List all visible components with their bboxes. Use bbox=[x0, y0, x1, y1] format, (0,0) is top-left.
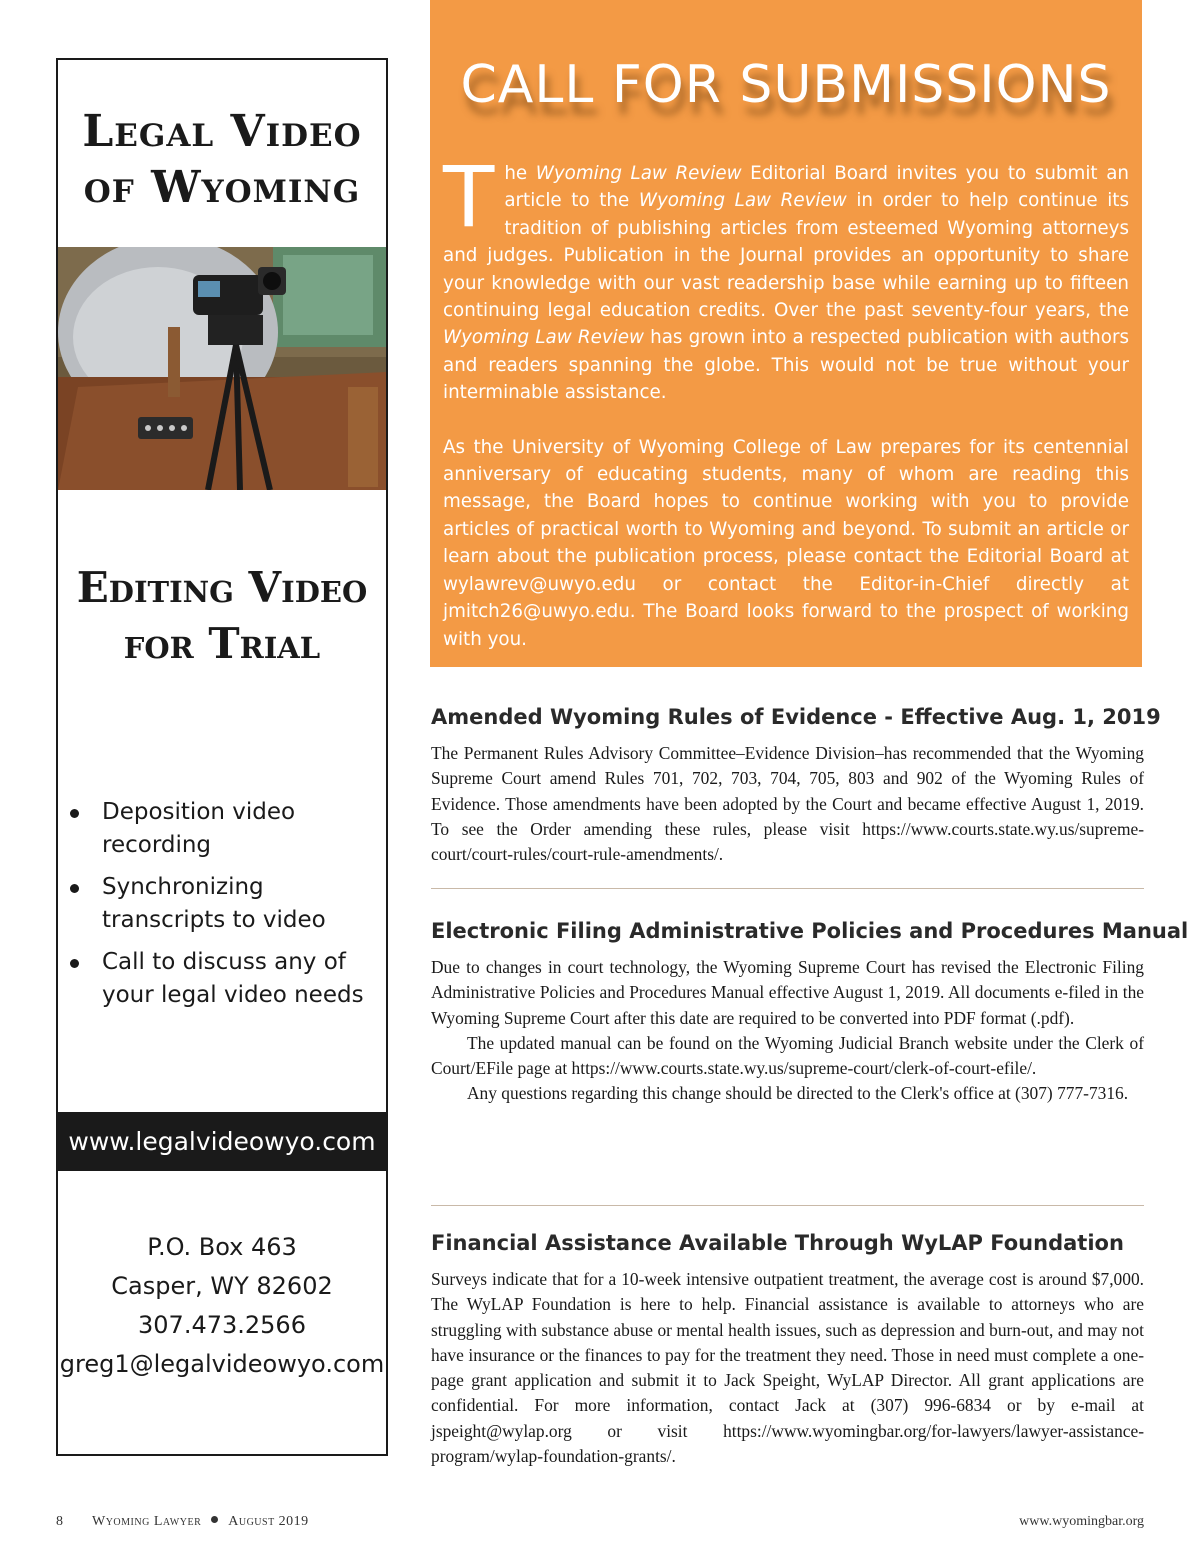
article-paragraph: Surveys indicate that for a 10-week intensive outpatient treatment, the average cost is around $7,000. The WyLAP Foundation is here to help. Financial assistance is available to attorneys who are struggling with substance abuse or mental health issues, such as depression and burn-out, and may not have insurance or the finances to pay for the treatment they need. Those in need must complete a one-page grant application and submit it to Jack Speight, WyLAP Director. All grant applications are confidential. For more information, contact Jack at (307) 996-6834 or by e-mail at jspeight@wylap.org or visit https://www.wyomingbar.org/for-lawyers/lawyer-assistance-program/wylap-foundation-grants/. bbox=[431, 1269, 1144, 1467]
call-paragraph-1 bbox=[443, 148, 1129, 407]
section-divider bbox=[431, 888, 1144, 889]
article-heading: Financial Assistance Available Through WyLAP Foundation bbox=[431, 1231, 1124, 1255]
section-divider bbox=[431, 1205, 1144, 1206]
article-paragraph: Due to changes in court technology, the Wyoming Supreme Court has revised the Electronic Filing Administrative Policies and Procedures Manual effective August 1, 2019. All documents e-filed in the Wyoming Supreme Court after this date are required to be converted into PDF format (.pdf). bbox=[431, 957, 1144, 1028]
camera-tripod-illustration bbox=[58, 247, 386, 490]
article-paragraph: Any questions regarding this change should be directed to the Clerk's office at (307) 777-7316. bbox=[467, 1083, 1129, 1104]
article-body bbox=[431, 1267, 1144, 1469]
footer-website-link[interactable]: www.wyomingbar.org bbox=[1019, 1514, 1144, 1529]
article-heading: Electronic Filing Administrative Policies and Procedures Manual bbox=[431, 919, 1189, 943]
ad-email-link[interactable]: greg1@legalvideowyo.com bbox=[59, 1350, 385, 1378]
drop-cap: T bbox=[443, 148, 495, 246]
call-for-submissions-box bbox=[430, 0, 1142, 667]
list-item: Synchronizing transcripts to video bbox=[68, 871, 384, 937]
list-item: Call to discuss any of your legal video needs bbox=[68, 946, 384, 1012]
ad-bullet-list bbox=[68, 796, 384, 1021]
article-wylap-foundation bbox=[431, 1229, 1144, 1469]
call-text: he bbox=[504, 163, 536, 184]
article-paragraph: The updated manual can be found on the Wyoming Judicial Branch website under the Clerk of Court/EFile page at https://www.courts.state.wy.us/supreme-court/clerk-of-court-efile/. bbox=[431, 1032, 1144, 1079]
legal-video-ad bbox=[56, 58, 388, 1456]
list-item: Deposition video recording bbox=[68, 796, 384, 862]
issue-date: August 2019 bbox=[228, 1514, 309, 1529]
article-rules-of-evidence bbox=[431, 703, 1161, 867]
call-text: Editorial Board invites you to submit an article to the bbox=[504, 163, 1129, 212]
page-number: 8 bbox=[56, 1514, 63, 1529]
article-heading: Amended Wyoming Rules of Evidence - Effective Aug. 1, 2019 bbox=[431, 705, 1161, 729]
video-camera-photo bbox=[58, 247, 386, 490]
call-text: in order to help continue its tradition of publishing articles from esteemed Wyoming attorneys and judges. Publication in the Journal provides an opportunity to share your knowledge with our vast readership base while earning up to fifteen continuing legal education credits. Over the past seventy-four years, the bbox=[443, 190, 1129, 322]
journal-name: Wyoming Law Review bbox=[638, 190, 847, 212]
ad-phone: 307.473.2566 bbox=[138, 1311, 306, 1339]
article-paragraph: The Permanent Rules Advisory Committee–Evidence Division–has recommended that the Wyoming Supreme Court amend Rules 701, 702, 703, 704, 705, 803 and 902 of the Wyoming Rules of Evidence. Those amendments have been adopted by the Court and became effective August 1, 2019. To see the Order amending these rules, please visit https://www.courts.state.wy.us/supreme-court/court-rules/court-rule-amendments/. bbox=[431, 743, 1144, 865]
article-body bbox=[431, 955, 1144, 1107]
article-body bbox=[431, 741, 1144, 867]
ad-address-line2: Casper, WY 82602 bbox=[111, 1272, 333, 1300]
ad-title: Legal Video of Wyoming bbox=[82, 106, 362, 213]
call-title: CALL FOR SUBMISSIONS bbox=[460, 55, 1112, 115]
bullet-dot-icon bbox=[211, 1516, 218, 1523]
journal-name: Wyoming Law Review bbox=[535, 163, 742, 184]
ad-contact-block bbox=[58, 1228, 386, 1384]
call-body bbox=[443, 148, 1129, 653]
journal-name: Wyoming Law Review bbox=[443, 327, 644, 349]
ad-website-link[interactable]: www.legalvideowyo.com bbox=[58, 1112, 386, 1171]
page-footer bbox=[56, 1510, 1144, 1534]
article-electronic-filing bbox=[431, 917, 1189, 1107]
call-paragraph-2: As the University of Wyoming College of Law prepares for its centennial anniversary of educating students, many of whom are reading this message, the Board hopes to continue working with you to provide articles of practical worth to Wyoming and beyond. To submit an article or learn about the publication process, please contact the Editorial Board at wylawrev@uwyo.edu or contact the Editor-in-Chief directly at jmitch26@uwyo.edu. The Board looks forward to the prospect of working with you. bbox=[443, 436, 1129, 650]
ad-address-line1: P.O. Box 463 bbox=[147, 1233, 297, 1261]
ad-subtitle: Editing Video for Trial bbox=[76, 563, 368, 668]
call-text: has grown into a respected publication with authors and readers spanning the globe. This would not be true without your interminable assistance. bbox=[443, 327, 1129, 404]
publication-name: Wyoming Lawyer bbox=[92, 1514, 202, 1529]
footer-left bbox=[56, 1510, 309, 1534]
